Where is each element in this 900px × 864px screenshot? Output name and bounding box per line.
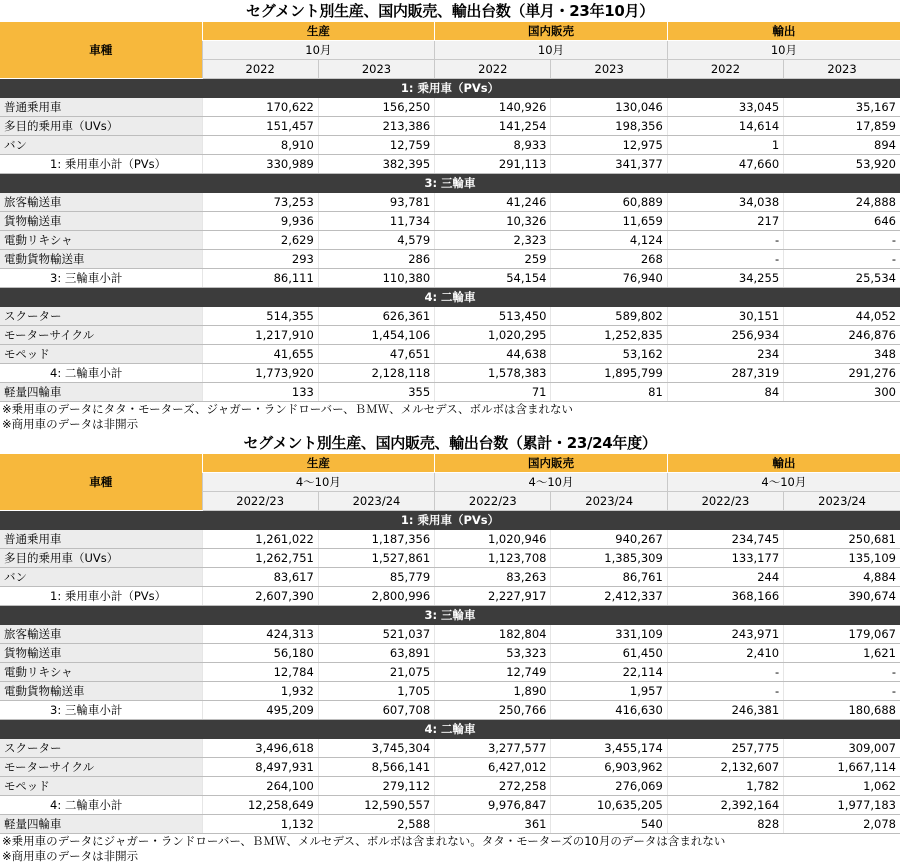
table-row xyxy=(0,326,900,345)
footnote: ※商用車のデータは非開示 xyxy=(2,849,139,863)
value-cell: 8,933 xyxy=(435,136,551,155)
value-cell: - xyxy=(667,682,783,701)
period-header: 10月 xyxy=(667,41,900,60)
value-cell: 30,151 xyxy=(667,307,783,326)
value-cell: 135,109 xyxy=(784,549,900,568)
value-cell: 1,957 xyxy=(551,682,667,701)
section-label: 1: 乗用車（PVs） xyxy=(0,79,900,98)
value-cell: 286 xyxy=(318,250,434,269)
year-header: 2022 xyxy=(202,60,318,79)
table-header xyxy=(0,454,900,511)
subtotal-label: 1: 乗用車小計（PVs） xyxy=(0,155,202,174)
table-row xyxy=(0,383,900,402)
subtotal-cell: 12,258,649 xyxy=(202,796,318,815)
table-title: セグメント別生産、国内販売、輸出台数（単月・23年10月） xyxy=(246,2,654,20)
subtotal-cell: 341,377 xyxy=(551,155,667,174)
value-cell: 9,936 xyxy=(202,212,318,231)
value-cell: 626,361 xyxy=(318,307,434,326)
section-header-row xyxy=(0,79,900,98)
value-cell: 1,187,356 xyxy=(318,530,434,549)
row-label: モーターサイクル xyxy=(0,326,202,345)
value-cell: 257,775 xyxy=(667,739,783,758)
year-header: 2023/24 xyxy=(784,492,900,511)
subtotal-cell: 1,977,183 xyxy=(784,796,900,815)
row-label: 普通乗用車 xyxy=(0,530,202,549)
table-row xyxy=(0,682,900,701)
value-cell: 1 xyxy=(667,136,783,155)
row-label: 旅客輸送車 xyxy=(0,193,202,212)
value-cell: 264,100 xyxy=(202,777,318,796)
value-cell: 272,258 xyxy=(435,777,551,796)
value-cell: 3,455,174 xyxy=(551,739,667,758)
value-cell: 1,932 xyxy=(202,682,318,701)
value-cell: 300 xyxy=(784,383,900,402)
section-header-row xyxy=(0,174,900,193)
subtotal-cell: 2,607,390 xyxy=(202,587,318,606)
subtotal-cell: 291,276 xyxy=(784,364,900,383)
value-cell: 894 xyxy=(784,136,900,155)
value-cell: 1,621 xyxy=(784,644,900,663)
value-cell: 2,078 xyxy=(784,815,900,834)
value-cell: 151,457 xyxy=(202,117,318,136)
value-cell: 56,180 xyxy=(202,644,318,663)
section-label: 4: 二輪車 xyxy=(0,720,900,739)
period-header: 4〜10月 xyxy=(202,473,435,492)
value-cell: 170,622 xyxy=(202,98,318,117)
period-header: 4〜10月 xyxy=(435,473,668,492)
subtotal-cell: 2,800,996 xyxy=(318,587,434,606)
subtotal-row xyxy=(0,269,900,288)
year-header: 2022/23 xyxy=(667,492,783,511)
subtotal-cell: 368,166 xyxy=(667,587,783,606)
value-cell: 83,617 xyxy=(202,568,318,587)
subtotal-row xyxy=(0,364,900,383)
value-cell: 1,527,861 xyxy=(318,549,434,568)
year-header: 2023 xyxy=(551,60,667,79)
row-label: 多目的乗用車（UVs） xyxy=(0,117,202,136)
value-cell: 14,614 xyxy=(667,117,783,136)
value-cell: - xyxy=(784,682,900,701)
table-row xyxy=(0,136,900,155)
subtotal-label: 3: 三輪車小計 xyxy=(0,269,202,288)
group-header: 輸出 xyxy=(667,22,900,41)
subtotal-cell: 607,708 xyxy=(318,701,434,720)
value-cell: 361 xyxy=(435,815,551,834)
value-cell: 521,037 xyxy=(318,625,434,644)
value-cell: 71 xyxy=(435,383,551,402)
value-cell: 1,123,708 xyxy=(435,549,551,568)
value-cell: 34,038 xyxy=(667,193,783,212)
value-cell: 250,681 xyxy=(784,530,900,549)
value-cell: 309,007 xyxy=(784,739,900,758)
value-cell: 6,903,962 xyxy=(551,758,667,777)
subtotal-cell: 1,895,799 xyxy=(551,364,667,383)
stats-table xyxy=(0,22,900,402)
table-row xyxy=(0,777,900,796)
subtotal-cell: 180,688 xyxy=(784,701,900,720)
subtotal-cell: 2,412,337 xyxy=(551,587,667,606)
value-cell: 293 xyxy=(202,250,318,269)
value-cell: - xyxy=(784,663,900,682)
subtotal-cell: 1,773,920 xyxy=(202,364,318,383)
value-cell: - xyxy=(784,250,900,269)
value-cell: 514,355 xyxy=(202,307,318,326)
subtotal-cell: 246,381 xyxy=(667,701,783,720)
year-header: 2023/24 xyxy=(551,492,667,511)
value-cell: 60,889 xyxy=(551,193,667,212)
row-label: スクーター xyxy=(0,307,202,326)
value-cell: 279,112 xyxy=(318,777,434,796)
period-header: 10月 xyxy=(435,41,668,60)
row-label: モペッド xyxy=(0,345,202,364)
value-cell: 246,876 xyxy=(784,326,900,345)
subtotal-cell: 54,154 xyxy=(435,269,551,288)
table-row xyxy=(0,739,900,758)
value-cell: 86,761 xyxy=(551,568,667,587)
value-cell: 8,910 xyxy=(202,136,318,155)
footnote: ※乗用車のデータにタタ・モーターズ、ジャガー・ランドローバー、ＢＭＷ、メルセデス、ボルボは含まれない xyxy=(2,402,574,416)
value-cell: 198,356 xyxy=(551,117,667,136)
value-cell: 1,020,295 xyxy=(435,326,551,345)
value-cell: 93,781 xyxy=(318,193,434,212)
value-cell: 17,859 xyxy=(784,117,900,136)
group-header: 生産 xyxy=(202,454,435,473)
table-row xyxy=(0,231,900,250)
value-cell: 10,326 xyxy=(435,212,551,231)
row-label: 電動リキシャ xyxy=(0,663,202,682)
value-cell: 84 xyxy=(667,383,783,402)
value-cell: 130,046 xyxy=(551,98,667,117)
value-cell: 331,109 xyxy=(551,625,667,644)
value-cell: 540 xyxy=(551,815,667,834)
value-cell: 1,890 xyxy=(435,682,551,701)
table-title: セグメント別生産、国内販売、輸出台数（累計・23/24年度） xyxy=(243,434,657,452)
subtotal-cell: 86,111 xyxy=(202,269,318,288)
row-label: スクーター xyxy=(0,739,202,758)
value-cell: 35,167 xyxy=(784,98,900,117)
value-cell: 589,802 xyxy=(551,307,667,326)
subtotal-cell: 76,940 xyxy=(551,269,667,288)
value-cell: 259 xyxy=(435,250,551,269)
value-cell: - xyxy=(667,663,783,682)
value-cell: 646 xyxy=(784,212,900,231)
subtotal-cell: 9,976,847 xyxy=(435,796,551,815)
year-header: 2023 xyxy=(784,60,900,79)
value-cell: 234,745 xyxy=(667,530,783,549)
value-cell: 276,069 xyxy=(551,777,667,796)
table-row xyxy=(0,98,900,117)
subtotal-cell: 34,255 xyxy=(667,269,783,288)
subtotal-row xyxy=(0,155,900,174)
value-cell: 182,804 xyxy=(435,625,551,644)
value-cell: 11,734 xyxy=(318,212,434,231)
subtotal-cell: 2,227,917 xyxy=(435,587,551,606)
value-cell: 355 xyxy=(318,383,434,402)
section-label: 3: 三輪車 xyxy=(0,174,900,193)
value-cell: 1,385,309 xyxy=(551,549,667,568)
subtotal-cell: 390,674 xyxy=(784,587,900,606)
subtotal-cell: 53,920 xyxy=(784,155,900,174)
value-cell: 12,759 xyxy=(318,136,434,155)
table-header xyxy=(0,22,900,79)
table-body xyxy=(0,79,900,402)
table-body xyxy=(0,511,900,834)
table-row xyxy=(0,758,900,777)
year-header: 2022/23 xyxy=(435,492,551,511)
value-cell: 217 xyxy=(667,212,783,231)
value-cell: 85,779 xyxy=(318,568,434,587)
row-label: モペッド xyxy=(0,777,202,796)
subtotal-cell: 330,989 xyxy=(202,155,318,174)
table-row xyxy=(0,568,900,587)
value-cell: 348 xyxy=(784,345,900,364)
value-cell: 133 xyxy=(202,383,318,402)
value-cell: 63,891 xyxy=(318,644,434,663)
value-cell: 61,450 xyxy=(551,644,667,663)
subtotal-row xyxy=(0,587,900,606)
year-header: 2022 xyxy=(667,60,783,79)
footnote: ※乗用車のデータにジャガー・ランドローバー、ＢＭＷ、メルセデス、ボルボは含まれない。タタ・モーターズの10月のデータは含まれない xyxy=(2,834,726,848)
section-header-row xyxy=(0,288,900,307)
value-cell: 21,075 xyxy=(318,663,434,682)
subtotal-label: 4: 二輪車小計 xyxy=(0,796,202,815)
row-label: 電動貨物輸送車 xyxy=(0,682,202,701)
value-cell: 53,162 xyxy=(551,345,667,364)
vehicle-type-header: 車種 xyxy=(0,22,202,79)
value-cell: 828 xyxy=(667,815,783,834)
subtotal-cell: 1,578,383 xyxy=(435,364,551,383)
value-cell: 133,177 xyxy=(667,549,783,568)
value-cell: 11,659 xyxy=(551,212,667,231)
subtotal-row xyxy=(0,701,900,720)
value-cell: 1,705 xyxy=(318,682,434,701)
group-header: 国内販売 xyxy=(435,454,668,473)
subtotal-cell: 47,660 xyxy=(667,155,783,174)
value-cell: 12,749 xyxy=(435,663,551,682)
row-label: 電動リキシャ xyxy=(0,231,202,250)
year-header: 2023/24 xyxy=(318,492,434,511)
value-cell: 1,262,751 xyxy=(202,549,318,568)
value-cell: 1,261,022 xyxy=(202,530,318,549)
value-cell: 2,629 xyxy=(202,231,318,250)
value-cell: 53,323 xyxy=(435,644,551,663)
table-row xyxy=(0,345,900,364)
row-label: バン xyxy=(0,568,202,587)
value-cell: 41,655 xyxy=(202,345,318,364)
value-cell: - xyxy=(667,250,783,269)
row-label: 軽量四輪車 xyxy=(0,815,202,834)
value-cell: 424,313 xyxy=(202,625,318,644)
table-row xyxy=(0,250,900,269)
value-cell: 4,124 xyxy=(551,231,667,250)
subtotal-cell: 495,209 xyxy=(202,701,318,720)
subtotal-cell: 12,590,557 xyxy=(318,796,434,815)
group-header: 輸出 xyxy=(667,454,900,473)
row-label: 貨物輸送車 xyxy=(0,644,202,663)
value-cell: 6,427,012 xyxy=(435,758,551,777)
table-row xyxy=(0,549,900,568)
value-cell: 24,888 xyxy=(784,193,900,212)
table-row xyxy=(0,644,900,663)
table-row xyxy=(0,663,900,682)
group-header: 国内販売 xyxy=(435,22,668,41)
value-cell: 141,254 xyxy=(435,117,551,136)
value-cell: 1,252,835 xyxy=(551,326,667,345)
value-cell: 268 xyxy=(551,250,667,269)
value-cell: 1,454,106 xyxy=(318,326,434,345)
subtotal-row xyxy=(0,796,900,815)
value-cell: - xyxy=(784,231,900,250)
value-cell: 2,323 xyxy=(435,231,551,250)
value-cell: 940,267 xyxy=(551,530,667,549)
value-cell: 213,386 xyxy=(318,117,434,136)
vehicle-type-header: 車種 xyxy=(0,454,202,511)
row-label: 軽量四輪車 xyxy=(0,383,202,402)
value-cell: 4,884 xyxy=(784,568,900,587)
table-row xyxy=(0,307,900,326)
value-cell: 1,132 xyxy=(202,815,318,834)
value-cell: 1,020,946 xyxy=(435,530,551,549)
value-cell: 47,651 xyxy=(318,345,434,364)
section-header-row xyxy=(0,511,900,530)
subtotal-cell: 416,630 xyxy=(551,701,667,720)
subtotal-cell: 250,766 xyxy=(435,701,551,720)
subtotal-cell: 287,319 xyxy=(667,364,783,383)
subtotal-cell: 2,392,164 xyxy=(667,796,783,815)
value-cell: 1,667,114 xyxy=(784,758,900,777)
year-header: 2023 xyxy=(318,60,434,79)
subtotal-cell: 25,534 xyxy=(784,269,900,288)
group-header: 生産 xyxy=(202,22,435,41)
row-label: 電動貨物輸送車 xyxy=(0,250,202,269)
section-label: 1: 乗用車（PVs） xyxy=(0,511,900,530)
subtotal-cell: 291,113 xyxy=(435,155,551,174)
table-row xyxy=(0,815,900,834)
subtotal-label: 4: 二輪車小計 xyxy=(0,364,202,383)
row-label: 旅客輸送車 xyxy=(0,625,202,644)
value-cell: 3,277,577 xyxy=(435,739,551,758)
subtotal-cell: 10,635,205 xyxy=(551,796,667,815)
subtotal-label: 1: 乗用車小計（PVs） xyxy=(0,587,202,606)
value-cell: 1,217,910 xyxy=(202,326,318,345)
value-cell: 244 xyxy=(667,568,783,587)
year-header: 2022 xyxy=(435,60,551,79)
value-cell: 83,263 xyxy=(435,568,551,587)
value-cell: 1,062 xyxy=(784,777,900,796)
section-label: 3: 三輪車 xyxy=(0,606,900,625)
value-cell: 2,588 xyxy=(318,815,434,834)
value-cell: 33,045 xyxy=(667,98,783,117)
value-cell: 44,638 xyxy=(435,345,551,364)
value-cell: 3,745,304 xyxy=(318,739,434,758)
value-cell: - xyxy=(667,231,783,250)
value-cell: 41,246 xyxy=(435,193,551,212)
value-cell: 44,052 xyxy=(784,307,900,326)
value-cell: 1,782 xyxy=(667,777,783,796)
value-cell: 513,450 xyxy=(435,307,551,326)
value-cell: 12,975 xyxy=(551,136,667,155)
value-cell: 256,934 xyxy=(667,326,783,345)
value-cell: 243,971 xyxy=(667,625,783,644)
value-cell: 2,410 xyxy=(667,644,783,663)
footnote: ※商用車のデータは非開示 xyxy=(2,417,139,431)
value-cell: 234 xyxy=(667,345,783,364)
value-cell: 156,250 xyxy=(318,98,434,117)
subtotal-cell: 110,380 xyxy=(318,269,434,288)
subtotal-cell: 2,128,118 xyxy=(318,364,434,383)
period-header: 10月 xyxy=(202,41,435,60)
period-header: 4〜10月 xyxy=(667,473,900,492)
value-cell: 8,566,141 xyxy=(318,758,434,777)
section-label: 4: 二輪車 xyxy=(0,288,900,307)
table-row xyxy=(0,530,900,549)
table-row xyxy=(0,625,900,644)
row-label: 普通乗用車 xyxy=(0,98,202,117)
section-header-row xyxy=(0,606,900,625)
value-cell: 179,067 xyxy=(784,625,900,644)
section-header-row xyxy=(0,720,900,739)
subtotal-cell: 382,395 xyxy=(318,155,434,174)
value-cell: 8,497,931 xyxy=(202,758,318,777)
value-cell: 140,926 xyxy=(435,98,551,117)
table-row xyxy=(0,117,900,136)
value-cell: 22,114 xyxy=(551,663,667,682)
year-header: 2022/23 xyxy=(202,492,318,511)
row-label: 多目的乗用車（UVs） xyxy=(0,549,202,568)
table-row xyxy=(0,193,900,212)
row-label: モーターサイクル xyxy=(0,758,202,777)
row-label: バン xyxy=(0,136,202,155)
value-cell: 73,253 xyxy=(202,193,318,212)
row-label: 貨物輸送車 xyxy=(0,212,202,231)
table-row xyxy=(0,212,900,231)
stats-table xyxy=(0,454,900,834)
value-cell: 4,579 xyxy=(318,231,434,250)
value-cell: 81 xyxy=(551,383,667,402)
subtotal-label: 3: 三輪車小計 xyxy=(0,701,202,720)
value-cell: 12,784 xyxy=(202,663,318,682)
value-cell: 2,132,607 xyxy=(667,758,783,777)
value-cell: 3,496,618 xyxy=(202,739,318,758)
